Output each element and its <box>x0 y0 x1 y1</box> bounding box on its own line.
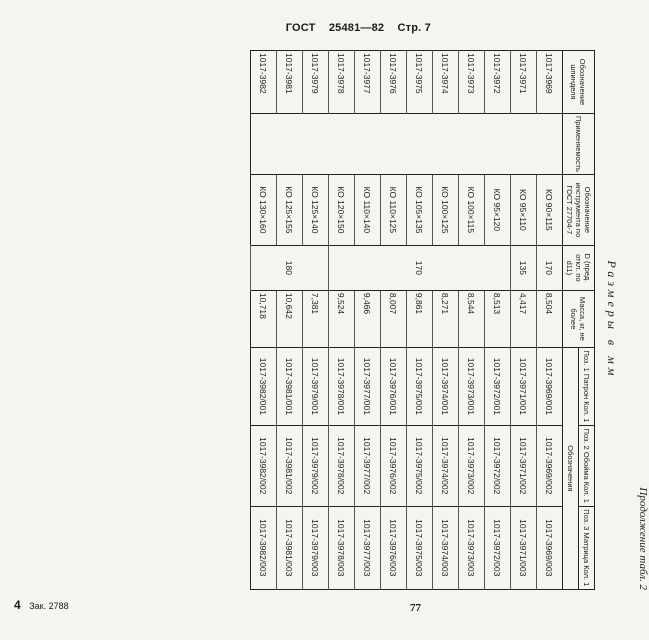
cell-applicability <box>433 114 459 175</box>
cell-mass: 10,642 <box>277 290 303 347</box>
cell-pos1: 1017-3969/001 <box>537 347 563 425</box>
table-row <box>485 51 511 590</box>
cell-tool: КО 95×120 <box>485 174 511 245</box>
cell-pos2: 1017-3975/002 <box>407 425 433 506</box>
col-group-designations: Обозначения <box>563 347 579 589</box>
cell-pos1: 1017-3974/001 <box>433 347 459 425</box>
cell-mass: 9,861 <box>407 290 433 347</box>
cell-pos2: 1017-3973/002 <box>459 425 485 506</box>
cell-code: 1017-3972 <box>485 51 511 114</box>
col-d: D (пред. откл. по d11) <box>563 245 595 290</box>
cell-applicability <box>381 114 407 175</box>
cell-code: 1017-3976 <box>381 51 407 114</box>
cell-mass: 8,007 <box>381 290 407 347</box>
cell-pos3: 1017-3981/003 <box>277 506 303 589</box>
cell-mass: 10,718 <box>251 290 277 347</box>
col-pos2: Поз. 2 Обойма Кол. 1 <box>579 425 595 506</box>
cell-tool: КО 125×140 <box>303 174 329 245</box>
rotated-table-block <box>80 50 649 590</box>
cell-pos3: 1017-3977/003 <box>355 506 381 589</box>
table-row <box>459 51 485 590</box>
cell-pos1: 1017-3973/001 <box>459 347 485 425</box>
cell-applicability <box>277 114 303 175</box>
cell-tool: КО 90×115 <box>537 174 563 245</box>
cell-applicability <box>537 114 563 175</box>
cell-d: 135 <box>511 245 537 290</box>
cell-tool: КО 95×110 <box>511 174 537 245</box>
page-label: Стр. 7 <box>397 22 431 34</box>
table-row <box>329 51 355 590</box>
cell-code: 1017-3974 <box>433 51 459 114</box>
cell-pos1: 1017-3972/001 <box>485 347 511 425</box>
cell-pos3: 1017-3972/003 <box>485 506 511 589</box>
table-row <box>381 51 407 590</box>
cell-pos3: 1017-3974/003 <box>433 506 459 589</box>
page-header <box>276 22 431 34</box>
cell-code: 1017-3977 <box>355 51 381 114</box>
table-row <box>511 51 537 590</box>
cell-pos2: 1017-3969/002 <box>537 425 563 506</box>
gost-label: ГОСТ <box>285 22 316 34</box>
cell-pos3: 1017-3973/003 <box>459 506 485 589</box>
table-row <box>407 51 433 590</box>
cell-tool: КО 110×140 <box>355 174 381 245</box>
cell-pos1: 1017-3976/001 <box>381 347 407 425</box>
table-row <box>303 51 329 590</box>
footer-number: 4 <box>14 598 21 612</box>
cell-d: 170 <box>537 245 563 290</box>
cell-applicability <box>251 114 277 175</box>
cell-mass: 8,513 <box>485 290 511 347</box>
cell-pos1: 1017-3979/001 <box>303 347 329 425</box>
cell-pos1: 1017-3975/001 <box>407 347 433 425</box>
table-row <box>251 51 277 590</box>
cell-applicability <box>303 114 329 175</box>
cell-pos2: 1017-3971/002 <box>511 425 537 506</box>
cell-mass: 7,381 <box>303 290 329 347</box>
cell-pos3: 1017-3971/003 <box>511 506 537 589</box>
table-row <box>355 51 381 590</box>
cell-code: 1017-3975 <box>407 51 433 114</box>
page-number: 77 <box>410 602 421 614</box>
cell-pos1: 1017-3981/001 <box>277 347 303 425</box>
table-title: Размеры в мм <box>605 260 619 380</box>
cell-d: 170 <box>329 245 511 290</box>
cell-pos2: 1017-3982/002 <box>251 425 277 506</box>
table-row <box>537 51 563 590</box>
cell-code: 1017-3973 <box>459 51 485 114</box>
cell-tool: КО 125×155 <box>277 174 303 245</box>
cell-pos2: 1017-3977/002 <box>355 425 381 506</box>
cell-pos3: 1017-3978/003 <box>329 506 355 589</box>
cell-applicability <box>485 114 511 175</box>
cell-applicability <box>407 114 433 175</box>
cell-applicability <box>511 114 537 175</box>
cell-pos3: 1017-3969/003 <box>537 506 563 589</box>
cell-mass: 8,504 <box>537 290 563 347</box>
cell-mass: 8,271 <box>433 290 459 347</box>
cell-tool: КО 120×150 <box>329 174 355 245</box>
cell-mass: 8,544 <box>459 290 485 347</box>
footer-order-text: Зак. 2788 <box>29 601 69 611</box>
col-applicability: Применяемость <box>563 114 595 175</box>
cell-d: 180 <box>251 245 329 290</box>
continuation-label: Продолжение табл. 2 <box>637 487 649 590</box>
col-designation: Обозначение шпинделя <box>563 51 595 114</box>
cell-tool: КО 110×125 <box>381 174 407 245</box>
cell-code: 1017-3982 <box>251 51 277 114</box>
cell-code: 1017-3978 <box>329 51 355 114</box>
col-mass: Масса, кг, не более <box>563 290 595 347</box>
cell-pos2: 1017-3972/002 <box>485 425 511 506</box>
col-tool: Обозначение инструмента по ГОСТ 27704-7 <box>563 174 595 245</box>
table-row <box>277 51 303 590</box>
gost-number: 25481—82 <box>328 22 385 34</box>
cell-applicability <box>355 114 381 175</box>
cell-applicability <box>459 114 485 175</box>
cell-tool: КО 100×115 <box>459 174 485 245</box>
cell-mass: 4,417 <box>511 290 537 347</box>
cell-pos3: 1017-3982/003 <box>251 506 277 589</box>
cell-code: 1017-3981 <box>277 51 303 114</box>
cell-pos2: 1017-3979/002 <box>303 425 329 506</box>
cell-code: 1017-3969 <box>537 51 563 114</box>
col-pos3: Поз. 3 Матрица Кол. 1 <box>579 506 595 589</box>
cell-pos2: 1017-3978/002 <box>329 425 355 506</box>
cell-applicability <box>329 114 355 175</box>
cell-pos3: 1017-3975/003 <box>407 506 433 589</box>
cell-pos1: 1017-3978/001 <box>329 347 355 425</box>
cell-pos2: 1017-3974/002 <box>433 425 459 506</box>
cell-tool: КО 100×125 <box>433 174 459 245</box>
cell-mass: 9,466 <box>355 290 381 347</box>
cell-pos2: 1017-3981/002 <box>277 425 303 506</box>
cell-pos3: 1017-3979/003 <box>303 506 329 589</box>
cell-tool: КО 130×160 <box>251 174 277 245</box>
footer-order <box>14 598 69 612</box>
cell-pos1: 1017-3982/001 <box>251 347 277 425</box>
table-row <box>433 51 459 590</box>
cell-mass: 9,524 <box>329 290 355 347</box>
table-container <box>80 50 649 590</box>
col-pos1: Поз. 1 Патрон Кол. 1 <box>579 347 595 425</box>
cell-code: 1017-3971 <box>511 51 537 114</box>
cell-pos1: 1017-3977/001 <box>355 347 381 425</box>
cell-tool: КО 105×135 <box>407 174 433 245</box>
cell-pos1: 1017-3971/001 <box>511 347 537 425</box>
cell-code: 1017-3979 <box>303 51 329 114</box>
cell-pos3: 1017-3976/003 <box>381 506 407 589</box>
cell-pos2: 1017-3976/002 <box>381 425 407 506</box>
spindle-table <box>250 50 595 590</box>
